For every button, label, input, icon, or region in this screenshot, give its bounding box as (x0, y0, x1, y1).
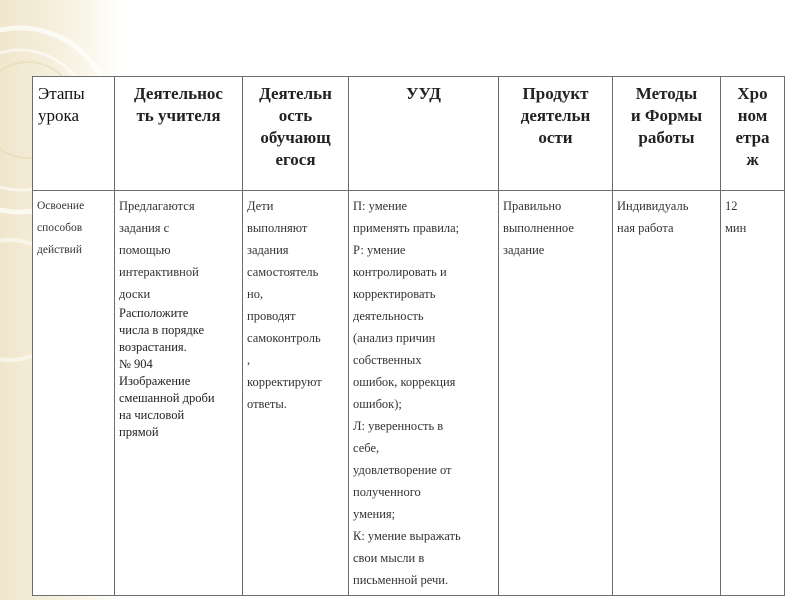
lesson-table (32, 76, 785, 596)
cell-student: Дети выполняют задания самостоятель но, проводят самоконтроль , корректируют ответы. (243, 191, 349, 596)
header-student-activity: Деятельн ость обучающ егося (243, 77, 349, 191)
cell-stage: Освоение способов действий (33, 191, 115, 596)
header-uud: УУД (349, 77, 499, 191)
table-row (33, 191, 785, 596)
cell-teacher: Предлагаются задания с помощью интерактивной доски Расположите числа в порядке возрастания. № 904 Изображение смешанной дроби на числовой прямой (115, 191, 243, 596)
header-row (33, 77, 785, 191)
cell-product: Правильно выполненное задание (499, 191, 613, 596)
header-stages: Этапы урока (33, 77, 115, 191)
cell-methods: Индивидуаль ная работа (613, 191, 721, 596)
cell-time: 12 мин (721, 191, 785, 596)
header-product: Продукт деятельн ости (499, 77, 613, 191)
header-teacher-activity: Деятельнос ть учителя (115, 77, 243, 191)
header-methods: Методы и Формы работы (613, 77, 721, 191)
header-timing: Хро ном етра ж (721, 77, 785, 191)
cell-uud: П: умение применять правила; Р: умение контролировать и корректировать деятельность (анализ причин собственных ошибок, коррекция ошибок); Л: уверенность в себе, удовлетворение от полученного умения; К: умение выражать свои мысли в письменной речи. (349, 191, 499, 596)
